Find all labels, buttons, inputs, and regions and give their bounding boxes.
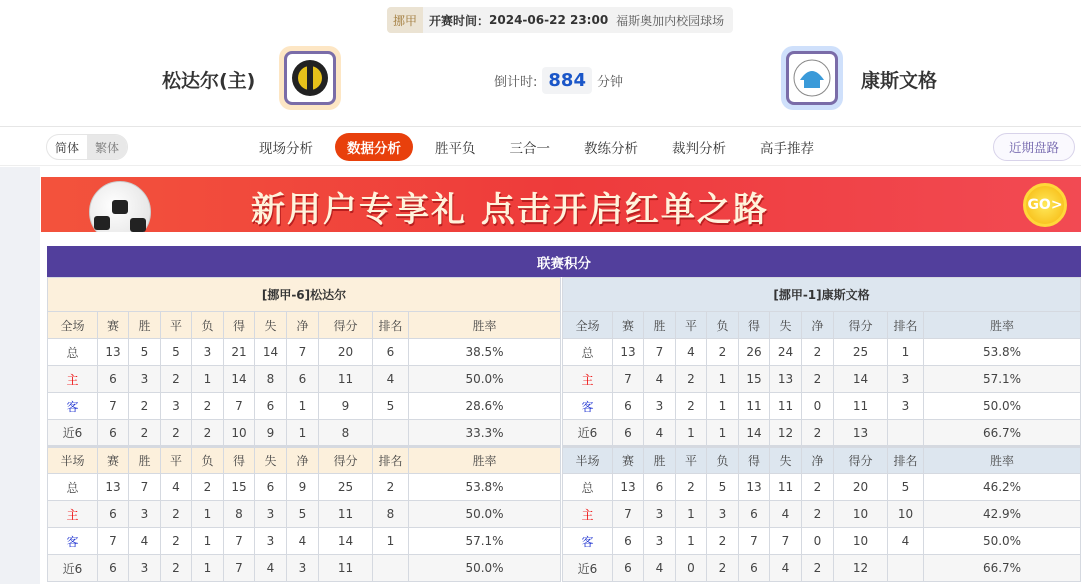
cell: 6 [613,393,644,420]
tab-0[interactable]: 现场分析 [259,141,313,157]
row-label: 总 [563,474,613,501]
cell: 1 [287,393,319,420]
side-strip [0,167,40,584]
cell: 46.2% [924,474,1081,501]
cell: 8 [224,501,255,528]
cell: 13 [834,420,888,447]
cell: 3 [129,555,161,582]
column-header: 负 [707,312,739,339]
cell: 14 [224,366,255,393]
cell: 50.0% [924,393,1081,420]
cell: 3 [707,501,739,528]
column-header: 胜率 [924,312,1081,339]
full-header-row [563,312,1081,339]
cell: 10 [834,501,888,528]
cell: 2 [373,474,409,501]
column-header: 赛 [613,312,644,339]
kongsvinger-crest-icon [792,58,832,98]
away-team-logo[interactable] [781,46,843,110]
cell: 15 [739,366,770,393]
cell: 2 [707,555,739,582]
cell: 7 [129,474,161,501]
cell: 1 [287,420,319,447]
row-label: 近6 [48,420,98,447]
cell: 1 [676,501,707,528]
cell: 2 [161,420,192,447]
cell: 57.1% [409,528,561,555]
column-header: 全场 [48,312,98,339]
lang-traditional[interactable]: 繁体 [87,135,127,159]
cell: 2 [802,339,834,366]
cell: 50.0% [924,528,1081,555]
table-row [48,420,561,447]
cell: 4 [888,528,924,555]
sogndal-crest-icon [290,58,330,98]
cell: 8 [255,366,287,393]
column-header: 赛 [98,447,129,474]
cell: 6 [255,393,287,420]
match-info-bar [387,7,733,33]
table-row [48,501,561,528]
column-header: 负 [192,447,224,474]
cell: 2 [129,393,161,420]
cell: 1 [192,501,224,528]
kickoff-time: 2024-06-22 23:00 [489,13,609,27]
cell: 21 [224,339,255,366]
cell: 3 [255,528,287,555]
column-header: 净 [802,447,834,474]
venue: 福斯奥加内校园球场 [616,13,725,28]
cell [888,555,924,582]
cell: 2 [802,501,834,528]
column-header: 得 [224,312,255,339]
column-header: 胜率 [924,447,1081,474]
away-team-name[interactable]: 康斯文格 [861,70,938,92]
cell: 10 [834,528,888,555]
table-row [48,474,561,501]
home-team-name[interactable]: 松达尔(主) [162,70,256,92]
cell: 7 [98,393,129,420]
cell: 38.5% [409,339,561,366]
column-header: 胜 [644,312,676,339]
cell [373,555,409,582]
cell: 3 [644,528,676,555]
cell: 13 [98,339,129,366]
table-row [563,555,1081,582]
cell: 4 [676,339,707,366]
column-header: 负 [192,312,224,339]
tab-5[interactable]: 裁判分析 [672,141,726,157]
countdown-unit: 分钟 [596,75,623,90]
cell: 6 [287,366,319,393]
cell: 50.0% [409,366,561,393]
column-header: 平 [161,447,192,474]
cell: 4 [644,555,676,582]
column-header: 平 [676,312,707,339]
cell: 7 [224,393,255,420]
column-header: 赛 [613,447,644,474]
column-header: 得 [739,312,770,339]
cell: 14 [739,420,770,447]
cell: 7 [613,501,644,528]
cell: 6 [739,555,770,582]
recent-trend-button[interactable]: 近期盘路 [993,133,1075,161]
cell: 25 [319,474,373,501]
cell: 4 [644,366,676,393]
cell: 6 [98,555,129,582]
column-header: 排名 [373,312,409,339]
row-label: 主 [563,501,613,528]
column-header: 失 [255,312,287,339]
nav-bar [0,126,1081,166]
cell: 1 [192,366,224,393]
cell: 1 [192,555,224,582]
column-header: 得 [739,447,770,474]
cell: 6 [98,366,129,393]
column-header: 净 [287,447,319,474]
cell: 2 [192,420,224,447]
cell: 2 [192,393,224,420]
cell: 3 [161,393,192,420]
cell: 14 [834,366,888,393]
cell: 20 [834,474,888,501]
cell: 11 [770,474,802,501]
cell: 50.0% [409,501,561,528]
column-header: 得分 [834,312,888,339]
cell: 4 [287,528,319,555]
countdown-value: 884 [542,67,592,94]
column-header: 净 [287,312,319,339]
countdown [494,67,623,94]
table-row [48,528,561,555]
promo-banner[interactable] [41,177,1081,232]
row-label: 主 [48,366,98,393]
cell: 4 [373,366,409,393]
column-header: 平 [161,312,192,339]
column-header: 胜 [129,447,161,474]
row-label: 主 [48,501,98,528]
cell: 2 [802,555,834,582]
cell: 0 [802,393,834,420]
tab-6[interactable]: 高手推荐 [760,141,814,157]
column-header: 负 [707,447,739,474]
cell: 2 [802,474,834,501]
team-label: [挪甲-1]康斯文格 [563,278,1081,312]
cell: 2 [161,555,192,582]
column-header: 失 [770,447,802,474]
cell: 8 [373,501,409,528]
column-header: 得分 [319,447,373,474]
cell: 26 [739,339,770,366]
cell: 7 [613,366,644,393]
cell: 3 [644,501,676,528]
row-label: 近6 [48,555,98,582]
column-header: 胜率 [409,312,561,339]
cell: 2 [707,528,739,555]
cell: 15 [224,474,255,501]
cell: 4 [770,555,802,582]
cell: 6 [644,474,676,501]
column-header: 得分 [319,312,373,339]
cell: 57.1% [924,366,1081,393]
column-header: 平 [676,447,707,474]
row-label: 近6 [563,420,613,447]
row-label: 总 [48,474,98,501]
cell: 20 [319,339,373,366]
column-header: 排名 [888,312,924,339]
row-label: 总 [563,339,613,366]
table-row [563,420,1081,447]
cell: 6 [255,474,287,501]
cell: 1 [676,528,707,555]
cell: 14 [255,339,287,366]
column-header: 失 [255,447,287,474]
column-header: 胜 [644,447,676,474]
home-team-logo[interactable] [279,46,341,110]
cell: 6 [373,339,409,366]
column-header: 胜 [129,312,161,339]
cell: 5 [707,474,739,501]
cell: 11 [319,501,373,528]
cell: 2 [161,366,192,393]
cell: 2 [192,474,224,501]
cell: 5 [888,474,924,501]
cell: 7 [770,528,802,555]
cell: 3 [192,339,224,366]
cell: 7 [644,339,676,366]
row-label: 客 [563,528,613,555]
column-header: 得分 [834,447,888,474]
column-header: 赛 [98,312,129,339]
cell: 53.8% [409,474,561,501]
cell: 7 [287,339,319,366]
table-row [563,474,1081,501]
tab-2[interactable]: 胜平负 [435,141,476,157]
cell: 3 [888,393,924,420]
cell: 1 [707,366,739,393]
half-header-row [563,447,1081,474]
cell [888,420,924,447]
cell: 12 [770,420,802,447]
cell: 6 [613,420,644,447]
half-header-row [48,447,561,474]
cell: 2 [129,420,161,447]
tab-3[interactable]: 三合一 [509,141,550,157]
cell: 0 [802,528,834,555]
cell: 11 [319,366,373,393]
cell: 11 [770,393,802,420]
column-header: 胜率 [409,447,561,474]
table-row [48,339,561,366]
cell: 5 [373,393,409,420]
cell: 3 [287,555,319,582]
cell: 6 [739,501,770,528]
cell: 25 [834,339,888,366]
banner-text: 新用户专享礼 点击开启红单之路 [251,190,769,230]
cell: 2 [676,393,707,420]
cell: 13 [739,474,770,501]
cell: 6 [98,501,129,528]
cell: 2 [161,528,192,555]
cell: 33.3% [409,420,561,447]
column-header: 失 [770,312,802,339]
row-label: 近6 [563,555,613,582]
table-row [48,393,561,420]
column-header: 全场 [563,312,613,339]
cell: 66.7% [924,420,1081,447]
cell: 1 [676,420,707,447]
soccer-ball-icon [89,181,151,232]
cell: 53.8% [924,339,1081,366]
cell: 12 [834,555,888,582]
cell: 6 [613,555,644,582]
column-header: 净 [802,312,834,339]
cell: 4 [161,474,192,501]
cell: 13 [770,366,802,393]
cell: 1 [707,420,739,447]
cell: 8 [319,420,373,447]
cell: 0 [676,555,707,582]
cell: 28.6% [409,393,561,420]
lang-simplified[interactable]: 简体 [54,140,79,155]
column-header: 半场 [563,447,613,474]
cell: 2 [161,501,192,528]
cell: 2 [802,420,834,447]
table-row [563,528,1081,555]
cell: 14 [319,528,373,555]
cell: 1 [373,528,409,555]
kickoff-label: 开赛时间： [429,13,490,28]
cell: 24 [770,339,802,366]
column-header: 半场 [48,447,98,474]
countdown-label: 倒计时: [494,75,538,90]
cell: 11 [739,393,770,420]
cell: 5 [161,339,192,366]
cell: 2 [802,366,834,393]
cell: 2 [676,366,707,393]
home-standings-table [47,277,561,582]
cell: 7 [224,528,255,555]
row-label: 客 [563,393,613,420]
cell: 10 [888,501,924,528]
cell: 50.0% [409,555,561,582]
column-header: 得 [224,447,255,474]
cell: 3 [129,501,161,528]
cell: 5 [129,339,161,366]
cell: 9 [319,393,373,420]
row-label: 客 [48,393,98,420]
cell: 13 [613,474,644,501]
cell: 66.7% [924,555,1081,582]
cell: 4 [129,528,161,555]
row-label: 主 [563,366,613,393]
cell: 5 [287,501,319,528]
column-header: 排名 [373,447,409,474]
cell: 4 [255,555,287,582]
cell [373,420,409,447]
cell: 1 [192,528,224,555]
table-row [48,555,561,582]
cell: 7 [98,528,129,555]
cell: 7 [224,555,255,582]
cell: 9 [255,420,287,447]
column-header: 排名 [888,447,924,474]
table-row [563,501,1081,528]
cell: 4 [644,420,676,447]
language-toggle[interactable] [46,134,128,160]
standings-title: 联赛积分 [47,246,1081,277]
cell: 3 [644,393,676,420]
cell: 11 [834,393,888,420]
table-row [563,366,1081,393]
league-badge: 挪甲 [387,7,423,33]
tab-1[interactable]: 数据分析 [335,133,413,161]
team-label: [挪甲-6]松达尔 [48,278,561,312]
cell: 2 [707,339,739,366]
cell: 3 [129,366,161,393]
cell: 3 [255,501,287,528]
cell: 11 [319,555,373,582]
table-row [563,339,1081,366]
league-standings [47,246,1081,582]
cell: 10 [224,420,255,447]
cell: 1 [707,393,739,420]
cell: 7 [739,528,770,555]
cell: 2 [676,474,707,501]
table-row [48,366,561,393]
row-label: 客 [48,528,98,555]
cell: 13 [613,339,644,366]
tab-4[interactable]: 教练分析 [584,141,638,157]
cell: 4 [770,501,802,528]
away-standings-table [562,277,1081,582]
cell: 1 [888,339,924,366]
cell: 6 [98,420,129,447]
cell: 6 [613,528,644,555]
row-label: 总 [48,339,98,366]
go-button[interactable]: GO> [1023,183,1067,227]
cell: 3 [888,366,924,393]
cell: 13 [98,474,129,501]
table-row [563,393,1081,420]
cell: 9 [287,474,319,501]
full-header-row [48,312,561,339]
cell: 42.9% [924,501,1081,528]
